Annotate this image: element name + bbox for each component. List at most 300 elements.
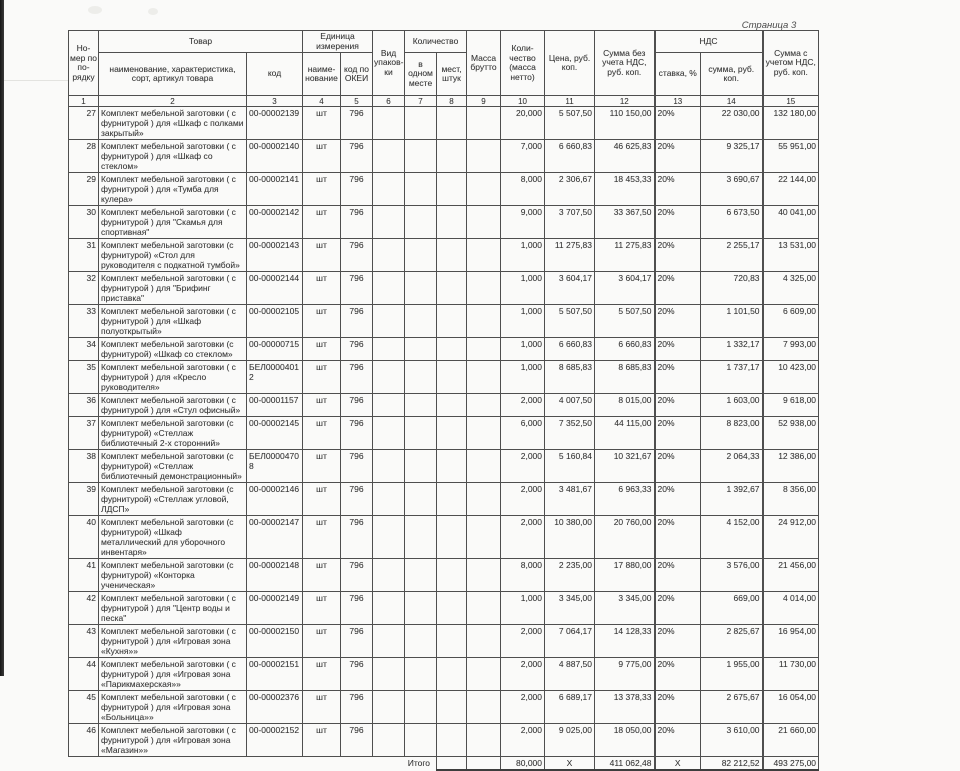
cell-sum-with-vat: 16 954,00 <box>763 625 819 658</box>
cell-okei-code: 796 <box>341 450 373 483</box>
cell-gross-mass <box>467 592 501 625</box>
cell-row-number: 38 <box>69 450 99 483</box>
cell-places-count <box>437 107 467 140</box>
table-row <box>69 724 819 757</box>
cell-pack-type <box>373 691 405 724</box>
cell-price: 3 707,50 <box>545 206 595 239</box>
cell-vat-sum: 1 392,67 <box>701 483 763 516</box>
cell-product-name: Комплект мебельной заготовки ( с фурнитурой ) для «Игровая зона «Магазин»» <box>99 724 247 757</box>
cell-qty-per-place <box>405 173 437 206</box>
cell-qty-per-place <box>405 691 437 724</box>
cell-product-code: 00-00000715 <box>247 338 303 361</box>
header-product-name: наименование, характеристика, сорт, артикул товара <box>99 53 247 96</box>
cell-okei-code: 796 <box>341 107 373 140</box>
cell-quantity: 2,000 <box>501 691 545 724</box>
cell-product-name: Комплект мебельной заготовки ( с фурнитурой ) для "Центр воды и песка" <box>99 592 247 625</box>
scan-smudge-artifact <box>88 6 102 14</box>
cell-product-name: Комплект мебельной заготовки ( с фурнитурой ) для «Тумба для кулера» <box>99 173 247 206</box>
cell-sum-no-vat: 3 604,17 <box>595 272 655 305</box>
cell-quantity: 2,000 <box>501 483 545 516</box>
cell-unit-name: шт <box>303 625 341 658</box>
cell-qty-per-place <box>405 394 437 417</box>
cell-qty-per-place <box>405 239 437 272</box>
cell-price: 4 007,50 <box>545 394 595 417</box>
col-number: 10 <box>501 96 545 107</box>
cell-vat-sum: 3 576,00 <box>701 559 763 592</box>
cell-quantity: 2,000 <box>501 625 545 658</box>
cell-pack-type <box>373 305 405 338</box>
cell-price: 7 064,17 <box>545 625 595 658</box>
cell-qty-per-place <box>405 361 437 394</box>
cell-qty-per-place <box>405 338 437 361</box>
cell-unit-name: шт <box>303 417 341 450</box>
cell-gross-mass <box>467 140 501 173</box>
cell-sum-no-vat: 46 625,83 <box>595 140 655 173</box>
table-row <box>69 206 819 239</box>
col-number: 5 <box>341 96 373 107</box>
cell-sum-no-vat: 110 150,00 <box>595 107 655 140</box>
table-row <box>69 394 819 417</box>
cell-product-name: Комплект мебельной заготовки (с фурнитурой) «Стеллаж угловой, ЛДСП» <box>99 483 247 516</box>
cell-qty-per-place <box>405 450 437 483</box>
cell-vat-sum: 2 825,67 <box>701 625 763 658</box>
cell-vat-sum: 1 101,50 <box>701 305 763 338</box>
cell-sum-with-vat: 40 041,00 <box>763 206 819 239</box>
cell-price: 6 660,83 <box>545 140 595 173</box>
header-vat-rate: ставка, % <box>655 53 701 96</box>
table-header <box>69 31 819 107</box>
cell-okei-code: 796 <box>341 272 373 305</box>
cell-sum-with-vat: 21 660,00 <box>763 724 819 757</box>
cell-places-count <box>437 305 467 338</box>
cell-vat-sum: 3 610,00 <box>701 724 763 757</box>
cell-price: 4 887,50 <box>545 658 595 691</box>
cell-places-count <box>437 394 467 417</box>
header-gross-mass: Масса брутто <box>467 31 501 96</box>
cell-qty-per-place <box>405 140 437 173</box>
cell-pack-type <box>373 483 405 516</box>
cell-product-code: 00-00002141 <box>247 173 303 206</box>
cell-product-code: 00-00002148 <box>247 559 303 592</box>
cell-unit-name: шт <box>303 239 341 272</box>
cell-pack-type <box>373 658 405 691</box>
header-qty-per-place: в одном месте <box>405 53 437 96</box>
cell-vat-sum: 1 603,00 <box>701 394 763 417</box>
cell-gross-mass <box>467 691 501 724</box>
cell-sum-with-vat: 55 951,00 <box>763 140 819 173</box>
cell-vat-rate: 20% <box>655 417 701 450</box>
cell-product-code: 00-00002151 <box>247 658 303 691</box>
cell-sum-no-vat: 33 367,50 <box>595 206 655 239</box>
cell-price: 3 604,17 <box>545 272 595 305</box>
cell-unit-name: шт <box>303 559 341 592</box>
table-row <box>69 559 819 592</box>
cell-sum-no-vat: 18 453,33 <box>595 173 655 206</box>
col-number: 4 <box>303 96 341 107</box>
cell-qty-per-place <box>405 658 437 691</box>
cell-sum-no-vat: 5 507,50 <box>595 305 655 338</box>
totals-quantity: 80,000 <box>501 757 545 771</box>
cell-unit-name: шт <box>303 338 341 361</box>
cell-price: 6 660,83 <box>545 338 595 361</box>
cell-sum-no-vat: 20 760,00 <box>595 516 655 559</box>
cell-vat-rate: 20% <box>655 658 701 691</box>
cell-qty-per-place <box>405 206 437 239</box>
cell-unit-name: шт <box>303 305 341 338</box>
cell-sum-with-vat: 9 618,00 <box>763 394 819 417</box>
header-product-group: Товар <box>99 31 303 53</box>
header-vat-sum: сумма, руб. коп. <box>701 53 763 96</box>
cell-places-count <box>437 559 467 592</box>
cell-places-count <box>437 272 467 305</box>
cell-price: 6 689,17 <box>545 691 595 724</box>
col-number: 12 <box>595 96 655 107</box>
cell-product-code: БЕЛ00004012 <box>247 361 303 394</box>
cell-pack-type <box>373 559 405 592</box>
cell-row-number: 33 <box>69 305 99 338</box>
cell-gross-mass <box>467 658 501 691</box>
cell-row-number: 30 <box>69 206 99 239</box>
cell-pack-type <box>373 140 405 173</box>
cell-places-count <box>437 239 467 272</box>
cell-vat-rate: 20% <box>655 272 701 305</box>
cell-vat-rate: 20% <box>655 140 701 173</box>
cell-qty-per-place <box>405 516 437 559</box>
cell-sum-with-vat: 11 730,00 <box>763 658 819 691</box>
totals-row <box>69 757 819 771</box>
cell-unit-name: шт <box>303 516 341 559</box>
cell-product-name: Комплект мебельной заготовки ( с фурнитурой ) для «Игровая зона «Больница»» <box>99 691 247 724</box>
table-row <box>69 305 819 338</box>
cell-gross-mass <box>467 394 501 417</box>
cell-pack-type <box>373 417 405 450</box>
col-number: 2 <box>99 96 247 107</box>
cell-qty-per-place <box>405 592 437 625</box>
cell-vat-sum: 9 325,17 <box>701 140 763 173</box>
cell-places-count <box>437 483 467 516</box>
cell-quantity: 9,000 <box>501 206 545 239</box>
cell-product-name: Комплект мебельной заготовки ( с фурнитурой ) для "Брифинг приставка" <box>99 272 247 305</box>
cell-places-count <box>437 724 467 757</box>
totals-empty-places <box>437 757 467 771</box>
cell-pack-type <box>373 173 405 206</box>
cell-pack-type <box>373 394 405 417</box>
cell-sum-with-vat: 12 386,00 <box>763 450 819 483</box>
header-sum-no-vat: Сумма без учета НДС, руб. коп. <box>595 31 655 96</box>
cell-okei-code: 796 <box>341 239 373 272</box>
cell-qty-per-place <box>405 272 437 305</box>
table-row <box>69 173 819 206</box>
header-sub-row <box>69 53 819 96</box>
scan-edge-artifact <box>0 0 4 676</box>
cell-sum-no-vat: 10 321,67 <box>595 450 655 483</box>
cell-product-name: Комплект мебельной заготовки ( с фурнитурой ) для «Шкаф с полками закрытый» <box>99 107 247 140</box>
cell-price: 7 352,50 <box>545 417 595 450</box>
goods-spec-table <box>68 30 819 771</box>
cell-unit-name: шт <box>303 206 341 239</box>
cell-row-number: 27 <box>69 107 99 140</box>
cell-product-name: Комплект мебельной заготовки (с фурнитурой) «Стеллаж библиотечный демонстрационный» <box>99 450 247 483</box>
cell-gross-mass <box>467 483 501 516</box>
cell-sum-no-vat: 6 660,83 <box>595 338 655 361</box>
cell-places-count <box>437 206 467 239</box>
cell-quantity: 2,000 <box>501 394 545 417</box>
cell-qty-per-place <box>405 417 437 450</box>
cell-unit-name: шт <box>303 173 341 206</box>
cell-vat-rate: 20% <box>655 305 701 338</box>
cell-unit-name: шт <box>303 272 341 305</box>
header-vat-group: НДС <box>655 31 763 53</box>
cell-product-name: Комплект мебельной заготовки (с фурнитурой) «Стол для руководителя с подкатной тумбой» <box>99 239 247 272</box>
cell-gross-mass <box>467 724 501 757</box>
cell-quantity: 1,000 <box>501 239 545 272</box>
cell-places-count <box>437 592 467 625</box>
cell-pack-type <box>373 516 405 559</box>
cell-row-number: 37 <box>69 417 99 450</box>
col-number: 9 <box>467 96 501 107</box>
scan-smudge-artifact <box>148 8 158 15</box>
cell-vat-rate: 20% <box>655 483 701 516</box>
cell-quantity: 1,000 <box>501 338 545 361</box>
cell-okei-code: 796 <box>341 691 373 724</box>
header-row-number: Но-мер по по-рядку <box>69 31 99 96</box>
cell-places-count <box>437 173 467 206</box>
cell-vat-rate: 20% <box>655 691 701 724</box>
cell-okei-code: 796 <box>341 658 373 691</box>
cell-product-name: Комплект мебельной заготовки ( с фурнитурой ) для «Шкаф полуоткрытый» <box>99 305 247 338</box>
cell-sum-with-vat: 24 912,00 <box>763 516 819 559</box>
cell-pack-type <box>373 592 405 625</box>
cell-sum-no-vat: 13 378,33 <box>595 691 655 724</box>
cell-row-number: 41 <box>69 559 99 592</box>
table-row <box>69 483 819 516</box>
cell-pack-type <box>373 724 405 757</box>
cell-pack-type <box>373 361 405 394</box>
cell-product-code: 00-00002105 <box>247 305 303 338</box>
table-row <box>69 140 819 173</box>
cell-gross-mass <box>467 338 501 361</box>
cell-okei-code: 796 <box>341 483 373 516</box>
cell-gross-mass <box>467 361 501 394</box>
cell-sum-no-vat: 18 050,00 <box>595 724 655 757</box>
cell-sum-with-vat: 22 144,00 <box>763 173 819 206</box>
cell-vat-sum: 8 823,00 <box>701 417 763 450</box>
cell-places-count <box>437 140 467 173</box>
table-row <box>69 450 819 483</box>
cell-unit-name: шт <box>303 592 341 625</box>
cell-sum-no-vat: 44 115,00 <box>595 417 655 450</box>
cell-product-name: Комплект мебельной заготовки (с фурнитурой) «Стеллаж библиотечный 2-х сторонний» <box>99 417 247 450</box>
cell-row-number: 35 <box>69 361 99 394</box>
cell-okei-code: 796 <box>341 305 373 338</box>
cell-vat-sum: 669,00 <box>701 592 763 625</box>
cell-sum-with-vat: 16 054,00 <box>763 691 819 724</box>
cell-quantity: 8,000 <box>501 559 545 592</box>
cell-okei-code: 796 <box>341 559 373 592</box>
cell-gross-mass <box>467 272 501 305</box>
table-row <box>69 516 819 559</box>
cell-okei-code: 796 <box>341 417 373 450</box>
header-quantity-group: Количество <box>405 31 467 53</box>
cell-vat-sum: 22 030,00 <box>701 107 763 140</box>
cell-product-name: Комплект мебельной заготовки ( с фурнитурой ) для «Игровая зона «Кухня»» <box>99 625 247 658</box>
cell-price: 10 380,00 <box>545 516 595 559</box>
cell-sum-with-vat: 6 609,00 <box>763 305 819 338</box>
cell-sum-no-vat: 8 685,83 <box>595 361 655 394</box>
cell-vat-sum: 2 675,67 <box>701 691 763 724</box>
cell-product-name: Комплект мебельной заготовки ( с фурнитурой ) для "Скамья для спортивная" <box>99 206 247 239</box>
cell-sum-no-vat: 6 963,33 <box>595 483 655 516</box>
cell-quantity: 20,000 <box>501 107 545 140</box>
cell-product-name: Комплект мебельной заготовки (с фурнитурой) «Конторка ученическая» <box>99 559 247 592</box>
cell-price: 2 235,00 <box>545 559 595 592</box>
cell-places-count <box>437 625 467 658</box>
cell-quantity: 2,000 <box>501 516 545 559</box>
cell-vat-rate: 20% <box>655 450 701 483</box>
cell-pack-type <box>373 107 405 140</box>
cell-price: 2 306,67 <box>545 173 595 206</box>
cell-product-name: Комплект мебельной заготовки ( с фурнитурой ) для «Кресло руководителя» <box>99 361 247 394</box>
table-row <box>69 272 819 305</box>
cell-product-code: 00-00002143 <box>247 239 303 272</box>
cell-sum-no-vat: 3 345,00 <box>595 592 655 625</box>
cell-pack-type <box>373 338 405 361</box>
table-body <box>69 107 819 757</box>
cell-sum-no-vat: 11 275,83 <box>595 239 655 272</box>
cell-quantity: 1,000 <box>501 305 545 338</box>
cell-vat-sum: 720,83 <box>701 272 763 305</box>
cell-unit-name: шт <box>303 658 341 691</box>
cell-places-count <box>437 691 467 724</box>
cell-okei-code: 796 <box>341 516 373 559</box>
cell-product-name: Комплект мебельной заготовки (с фурнитурой) «Шкаф металлический для уборочного инвентаря» <box>99 516 247 559</box>
cell-vat-rate: 20% <box>655 107 701 140</box>
cell-unit-name: шт <box>303 450 341 483</box>
cell-sum-no-vat: 9 775,00 <box>595 658 655 691</box>
cell-gross-mass <box>467 206 501 239</box>
cell-product-name: Комплект мебельной заготовки ( с фурнитурой ) для «Стул офисный» <box>99 394 247 417</box>
cell-sum-with-vat: 21 456,00 <box>763 559 819 592</box>
cell-row-number: 39 <box>69 483 99 516</box>
cell-vat-sum: 1 737,17 <box>701 361 763 394</box>
cell-places-count <box>437 658 467 691</box>
cell-vat-rate: 20% <box>655 516 701 559</box>
cell-gross-mass <box>467 107 501 140</box>
cell-price: 3 481,67 <box>545 483 595 516</box>
cell-vat-sum: 4 152,00 <box>701 516 763 559</box>
cell-row-number: 32 <box>69 272 99 305</box>
cell-gross-mass <box>467 239 501 272</box>
cell-product-code: 00-00001157 <box>247 394 303 417</box>
cell-places-count <box>437 450 467 483</box>
cell-vat-rate: 20% <box>655 239 701 272</box>
table-row <box>69 417 819 450</box>
cell-vat-rate: 20% <box>655 724 701 757</box>
cell-row-number: 28 <box>69 140 99 173</box>
cell-vat-sum: 2 064,33 <box>701 450 763 483</box>
col-number: 8 <box>437 96 467 107</box>
cell-row-number: 43 <box>69 625 99 658</box>
totals-vat-sum: 82 212,52 <box>701 757 763 771</box>
cell-price: 11 275,83 <box>545 239 595 272</box>
cell-sum-no-vat: 14 128,33 <box>595 625 655 658</box>
cell-sum-with-vat: 13 531,00 <box>763 239 819 272</box>
cell-product-code: 00-00002145 <box>247 417 303 450</box>
header-unit-group: Единица измерения <box>303 31 373 53</box>
cell-vat-rate: 20% <box>655 559 701 592</box>
cell-pack-type <box>373 272 405 305</box>
col-number: 1 <box>69 96 99 107</box>
cell-quantity: 2,000 <box>501 450 545 483</box>
cell-row-number: 34 <box>69 338 99 361</box>
cell-quantity: 1,000 <box>501 592 545 625</box>
cell-qty-per-place <box>405 305 437 338</box>
cell-row-number: 40 <box>69 516 99 559</box>
cell-pack-type <box>373 239 405 272</box>
cell-product-code: 00-00002144 <box>247 272 303 305</box>
cell-qty-per-place <box>405 559 437 592</box>
cell-places-count <box>437 516 467 559</box>
cell-places-count <box>437 361 467 394</box>
cell-quantity: 7,000 <box>501 140 545 173</box>
col-number: 7 <box>405 96 437 107</box>
cell-price: 8 685,83 <box>545 361 595 394</box>
cell-quantity: 1,000 <box>501 361 545 394</box>
totals-rate-x: X <box>655 757 701 771</box>
cell-places-count <box>437 338 467 361</box>
cell-vat-sum: 6 673,50 <box>701 206 763 239</box>
cell-row-number: 46 <box>69 724 99 757</box>
cell-row-number: 31 <box>69 239 99 272</box>
totals-sum-with-vat: 493 275,00 <box>763 757 819 771</box>
cell-quantity: 2,000 <box>501 658 545 691</box>
col-number: 15 <box>763 96 819 107</box>
header-places-count: мест, штук <box>437 53 467 96</box>
cell-row-number: 45 <box>69 691 99 724</box>
totals-price-x: X <box>545 757 595 771</box>
cell-gross-mass <box>467 450 501 483</box>
table-row <box>69 338 819 361</box>
col-number: 6 <box>373 96 405 107</box>
cell-okei-code: 796 <box>341 592 373 625</box>
cell-quantity: 2,000 <box>501 724 545 757</box>
cell-unit-name: шт <box>303 394 341 417</box>
cell-product-code: 00-00002149 <box>247 592 303 625</box>
cell-product-code: 00-00002142 <box>247 206 303 239</box>
header-product-code: код <box>247 53 303 96</box>
cell-product-code: 00-00002152 <box>247 724 303 757</box>
cell-product-code: БЕЛ00004708 <box>247 450 303 483</box>
header-okei-code: код по ОКЕИ <box>341 53 373 96</box>
cell-vat-sum: 1 332,17 <box>701 338 763 361</box>
column-numbers-row <box>69 96 819 107</box>
table-row <box>69 361 819 394</box>
cell-product-name: Комплект мебельной заготовки ( с фурнитурой ) для «Шкаф со стеклом» <box>99 140 247 173</box>
cell-places-count <box>437 417 467 450</box>
table-row <box>69 658 819 691</box>
cell-unit-name: шт <box>303 140 341 173</box>
cell-qty-per-place <box>405 724 437 757</box>
table-row <box>69 107 819 140</box>
cell-row-number: 42 <box>69 592 99 625</box>
cell-vat-rate: 20% <box>655 173 701 206</box>
cell-gross-mass <box>467 625 501 658</box>
cell-quantity: 1,000 <box>501 272 545 305</box>
cell-sum-with-vat: 8 356,00 <box>763 483 819 516</box>
cell-row-number: 44 <box>69 658 99 691</box>
scan-crease-artifact <box>4 80 68 81</box>
cell-vat-sum: 1 955,00 <box>701 658 763 691</box>
